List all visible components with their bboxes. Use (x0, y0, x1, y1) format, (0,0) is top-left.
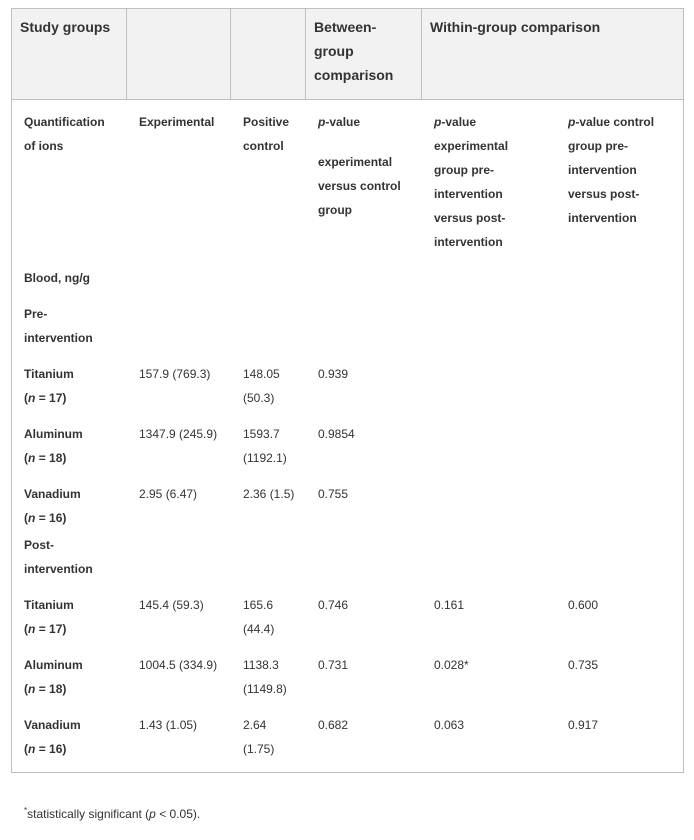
row-experimental: 157.9 (769.3) (139, 367, 211, 381)
subheader-within-ctrl-1: group pre- (568, 139, 628, 153)
header-cell-empty-2 (231, 9, 306, 99)
footnote-p-italic: p (149, 807, 156, 821)
row-positive-2: (1.75) (243, 742, 275, 756)
data-table (11, 8, 684, 773)
row-p-within-ctrl: 0.600 (568, 598, 599, 612)
row-p-between: 0.731 (318, 658, 349, 672)
subheader-within-ctrl-2: intervention (568, 163, 637, 177)
section-blood: Blood, ng/g (24, 271, 90, 285)
section-pre-line1: Pre- (24, 307, 48, 321)
subheader-within-exp-pvalue (434, 110, 476, 134)
subheader-within-exp-4: versus post- (434, 211, 506, 225)
row-positive-1: 1138.3 (243, 658, 279, 672)
header-between-line1: Between- (314, 19, 377, 35)
row-positive-2: (1149.8) (243, 682, 287, 696)
n-italic: n (28, 682, 36, 696)
row-experimental: 145.4 (59.3) (139, 598, 204, 612)
row-ion: Vanadium (24, 487, 81, 501)
subheader-positive-line1: Positive (243, 115, 290, 129)
footnote-mark: * (24, 806, 28, 815)
n-italic: n (28, 451, 36, 465)
row-positive-2: (44.4) (243, 622, 275, 636)
subheader-between-desc-1: experimental (318, 155, 393, 169)
p-italic: p (434, 115, 442, 129)
p-italic: p (318, 115, 326, 129)
n-value: = 18) (38, 451, 67, 465)
p-italic: p (568, 115, 576, 129)
header-cell-between (306, 9, 422, 99)
subheader-between-desc-3: group (318, 203, 352, 217)
row-experimental: 1.43 (1.05) (139, 718, 198, 732)
row-positive-1: 2.36 (1.5) (243, 487, 295, 501)
row-p-between: 0.746 (318, 598, 349, 612)
row-n: (n = 17) (24, 391, 67, 405)
n-value: = 16) (38, 742, 67, 756)
row-p-within-exp: 0.028* (434, 658, 469, 672)
header-within: Within-group comparison (430, 19, 601, 35)
header-cell-empty-1 (127, 9, 231, 99)
table-header (12, 9, 683, 100)
section-post-line2: intervention (24, 562, 93, 576)
pvalue-control-suffix: -value control (575, 115, 655, 129)
header-between-line3: comparison (314, 67, 394, 83)
n-italic: n (28, 742, 36, 756)
section-post-line1: Post- (24, 538, 54, 552)
row-p-within-exp: 0.161 (434, 598, 465, 612)
row-p-between: 0.9854 (318, 427, 355, 441)
subheader-within-ctrl-3: versus post- (568, 187, 640, 201)
row-experimental: 1347.9 (245.9) (139, 427, 218, 441)
subheader-between-pvalue (318, 110, 360, 134)
n-value: = 16) (38, 511, 67, 525)
subheader-within-exp-5: intervention (434, 235, 503, 249)
row-positive-1: 1593.7 (243, 427, 280, 441)
subheader-within-exp-3: intervention (434, 187, 503, 201)
row-n: (n = 16) (24, 742, 67, 756)
n-italic: n (28, 622, 36, 636)
row-n: (n = 16) (24, 511, 67, 525)
subheader-positive-line2: control (243, 139, 284, 153)
footnote-text: statistically significant ( (27, 807, 150, 821)
row-ion: Vanadium (24, 718, 81, 732)
row-n: (n = 18) (24, 451, 67, 465)
row-ion: Titanium (24, 367, 74, 381)
row-positive-2: (1192.1) (243, 451, 287, 465)
subheader-within-ctrl-4: intervention (568, 211, 637, 225)
n-italic: n (28, 511, 36, 525)
row-positive-1: 148.05 (243, 367, 280, 381)
pvalue-suffix: -value (325, 115, 361, 129)
row-ion: Titanium (24, 598, 74, 612)
row-ion: Aluminum (24, 427, 83, 441)
pvalue-suffix: -value (441, 115, 477, 129)
subheader-experimental: Experimental (139, 115, 215, 129)
subheader-quant-line2: of ions (24, 139, 64, 153)
row-experimental: 2.95 (6.47) (139, 487, 198, 501)
row-ion: Aluminum (24, 658, 83, 672)
row-p-within-exp: 0.063 (434, 718, 465, 732)
row-experimental: 1004.5 (334.9) (139, 658, 218, 672)
row-p-within-ctrl: 0.735 (568, 658, 599, 672)
subheader-within-exp-1: experimental (434, 139, 509, 153)
n-value: = 17) (38, 622, 67, 636)
row-p-between: 0.939 (318, 367, 349, 381)
row-p-between: 0.682 (318, 718, 349, 732)
n-value: = 17) (38, 391, 67, 405)
footnote-text-end: < 0.05). (155, 807, 201, 821)
row-positive-1: 2.64 (243, 718, 267, 732)
subheader-quant-line1: Quantification (24, 115, 105, 129)
section-pre-line2: intervention (24, 331, 93, 345)
row-p-between: 0.755 (318, 487, 349, 501)
n-italic: n (28, 391, 36, 405)
subheader-between-desc-2: versus control (318, 179, 401, 193)
header-study-groups: Study groups (20, 19, 111, 35)
n-value: = 18) (38, 682, 67, 696)
row-p-within-ctrl: 0.917 (568, 718, 599, 732)
subheader-within-ctrl-pvalue (568, 110, 654, 134)
header-between-line2: group (314, 43, 354, 59)
subheader-within-exp-2: group pre- (434, 163, 494, 177)
row-positive-2: (50.3) (243, 391, 275, 405)
table-footnote (24, 806, 200, 822)
header-cell-study-groups (12, 9, 127, 99)
row-n: (n = 17) (24, 622, 67, 636)
row-positive-1: 165.6 (243, 598, 274, 612)
row-n: (n = 18) (24, 682, 67, 696)
